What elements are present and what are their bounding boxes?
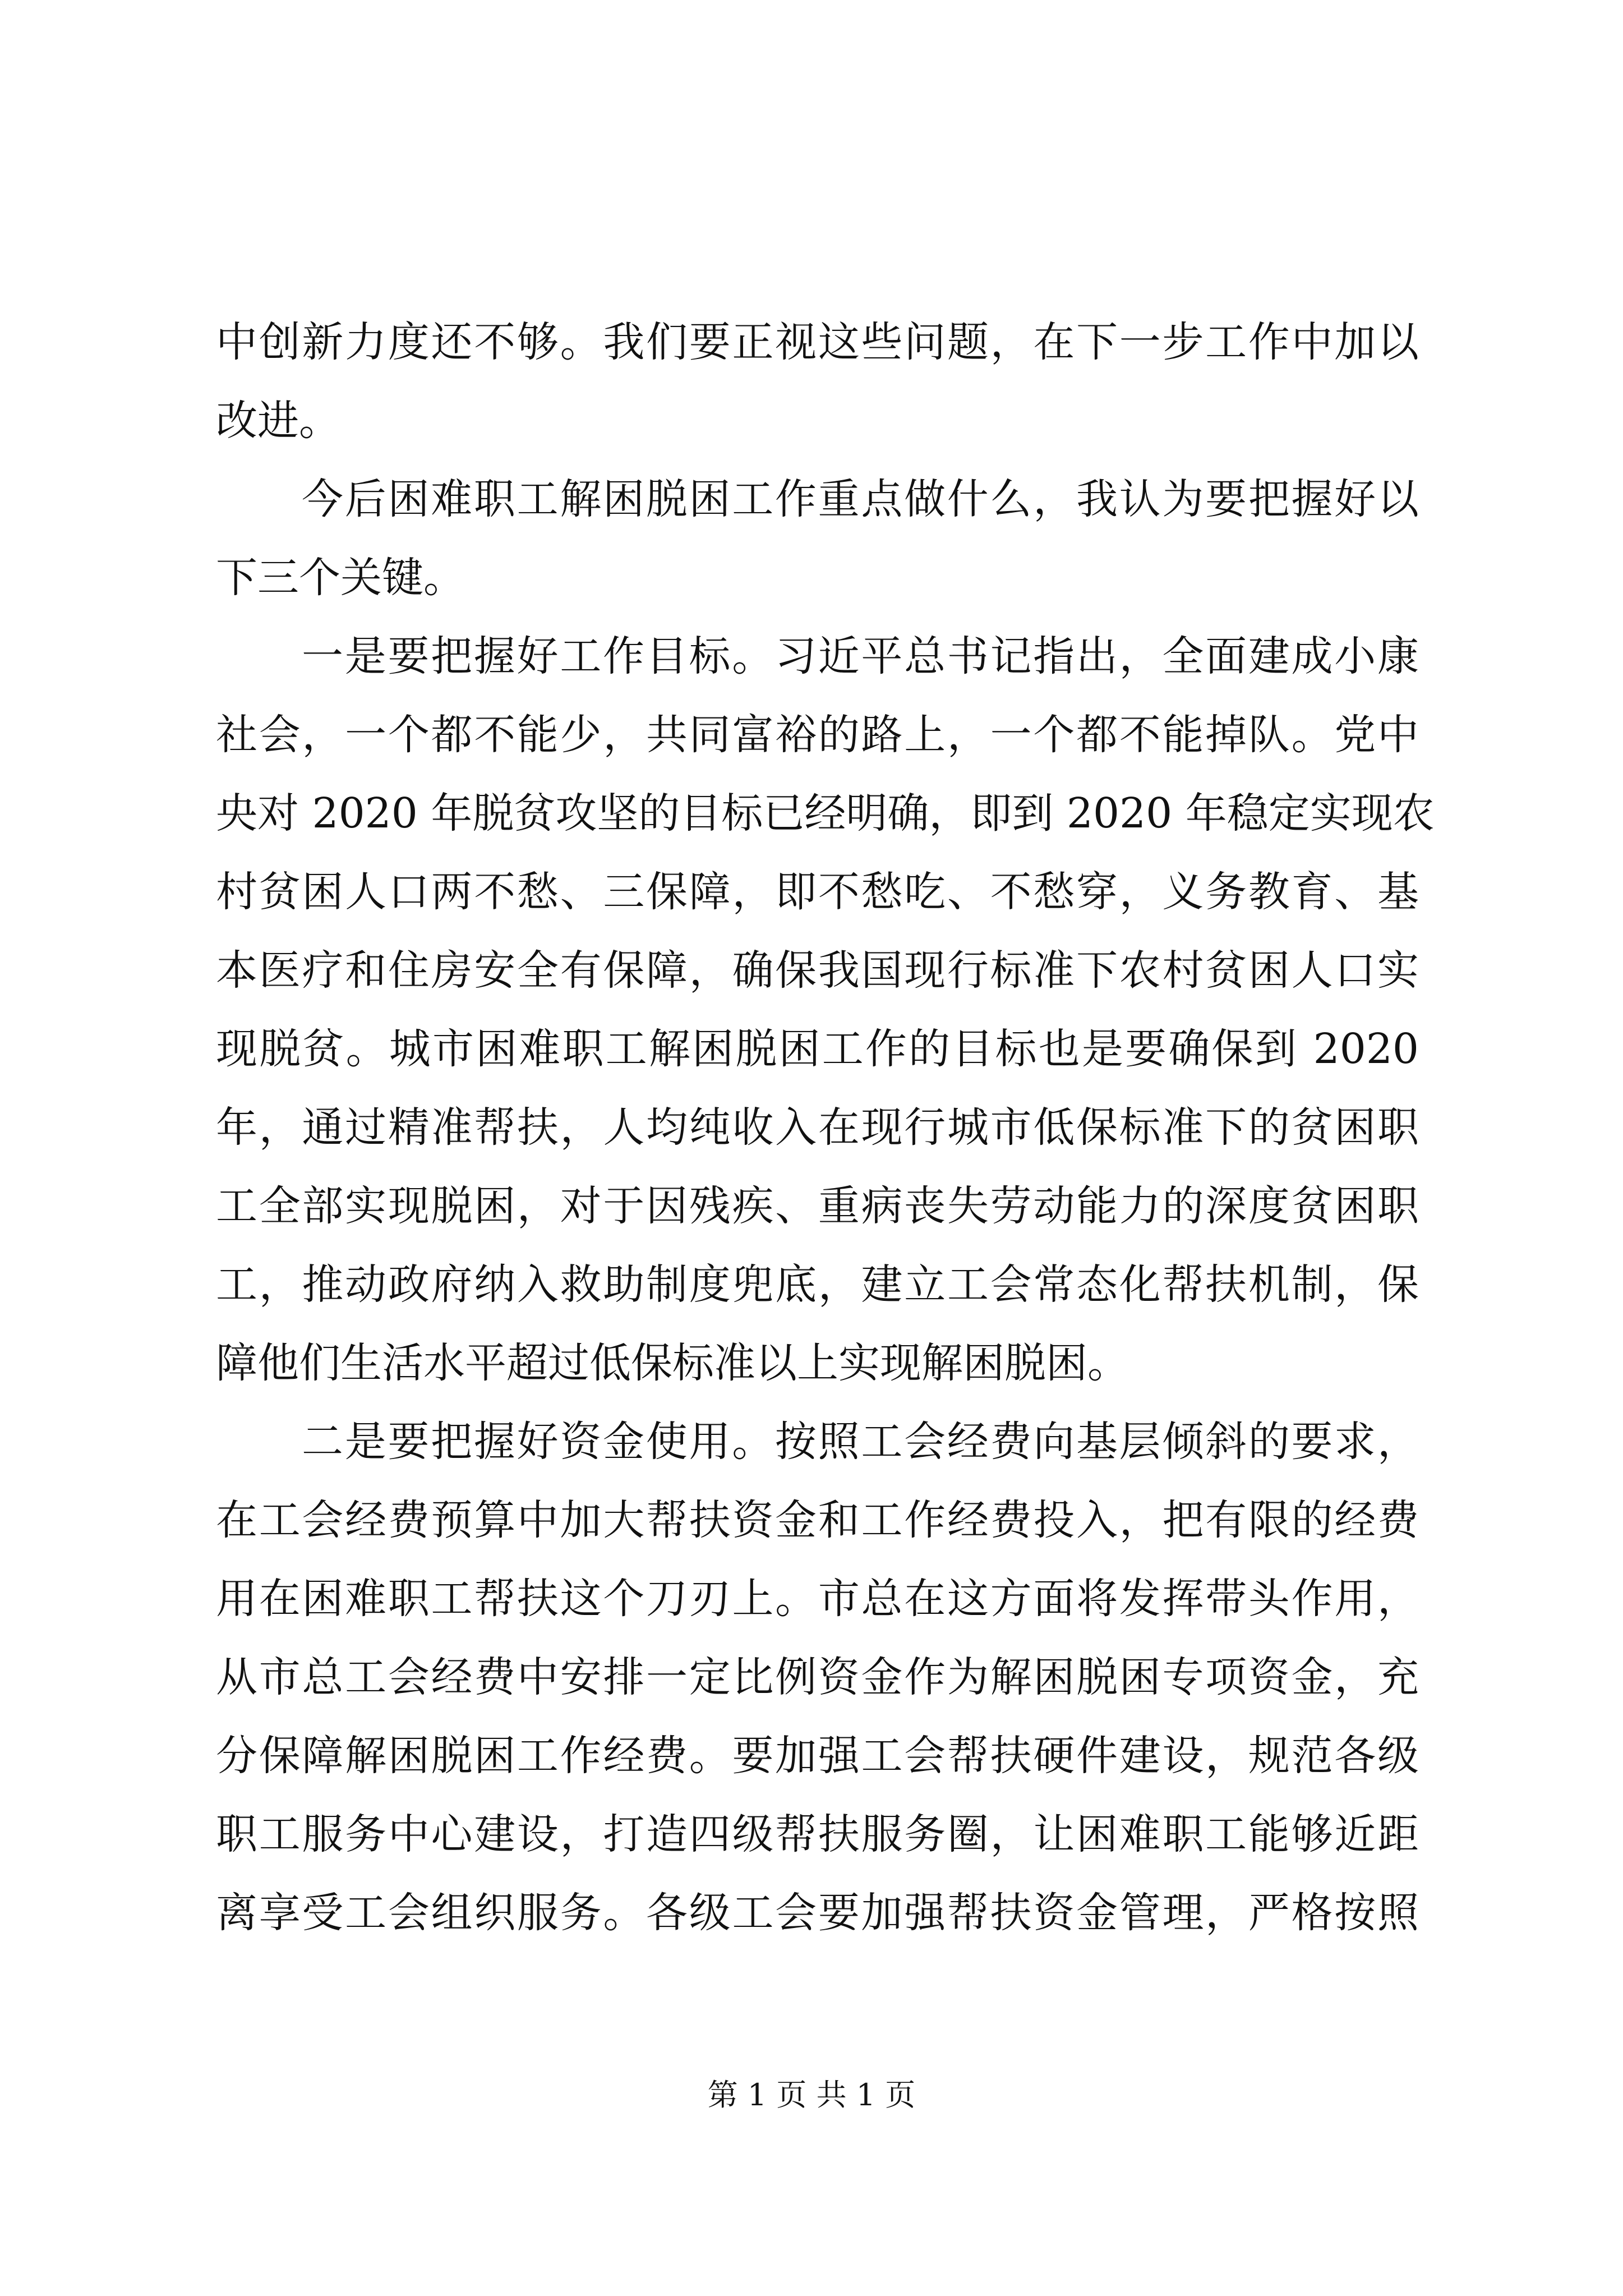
text-line: 职工服务中心建设，打造四级帮扶服务圈，让困难职工能够近距 — [216, 1810, 1419, 1858]
text-line: 村贫困人口两不愁、三保障，即不愁吃、不愁穿，义务教育、基 — [216, 868, 1419, 916]
text-line: 分保障解困脱困工作经费。要加强工会帮扶硬件建设，规范各级 — [216, 1732, 1419, 1780]
text-line: 下三个关键。 — [216, 554, 465, 602]
text-line: 中创新力度还不够。我们要正视这些问题，在下一步工作中加以 — [216, 318, 1419, 366]
text-line: 从市总工会经费中安排一定比例资金作为解困脱困专项资金，充 — [216, 1653, 1419, 1701]
paragraph-first-line: 今后困难职工解困脱困工作重点做什么，我认为要把握好以 — [302, 475, 1419, 523]
text-line: 改进。 — [216, 397, 340, 445]
text-line: 央对 2020 年脱贫攻坚的目标已经明确，即到 2020 年稳定实现农 — [216, 789, 1435, 838]
text-line: 离享受工会组织服务。各级工会要加强帮扶资金管理，严格按照 — [216, 1889, 1419, 1937]
text-line: 用在困难职工帮扶这个刀刃上。市总在这方面将发挥带头作用， — [216, 1575, 1419, 1623]
paragraph-first-line: 二是要把握好资金使用。按照工会经费向基层倾斜的要求， — [302, 1418, 1419, 1466]
text-line: 年，通过精准帮扶，人均纯收入在现行城市低保标准下的贫困职 — [216, 1103, 1419, 1152]
paragraph-first-line: 一是要把握好工作目标。习近平总书记指出，全面建成小康 — [302, 632, 1419, 680]
text-line: 现脱贫。城市困难职工解困脱困工作的目标也是要确保到 2020 — [216, 1025, 1419, 1073]
text-line: 工，推动政府纳入救助制度兜底，建立工会常态化帮扶机制，保 — [216, 1260, 1419, 1309]
text-line: 工全部实现脱困，对于因残疾、重病丧失劳动能力的深度贫困职 — [216, 1182, 1419, 1230]
page-number-footer: 第 1 页 共 1 页 — [707, 2077, 916, 2113]
text-line: 在工会经费预算中加大帮扶资金和工作经费投入，把有限的经费 — [216, 1496, 1419, 1544]
text-line: 本医疗和住房安全有保障，确保我国现行标准下农村贫困人口实 — [216, 946, 1419, 995]
text-line: 社会，一个都不能少，共同富裕的路上，一个都不能掉队。党中 — [216, 711, 1419, 759]
text-line: 障他们生活水平超过低保标准以上实现解困脱困。 — [216, 1339, 1129, 1387]
